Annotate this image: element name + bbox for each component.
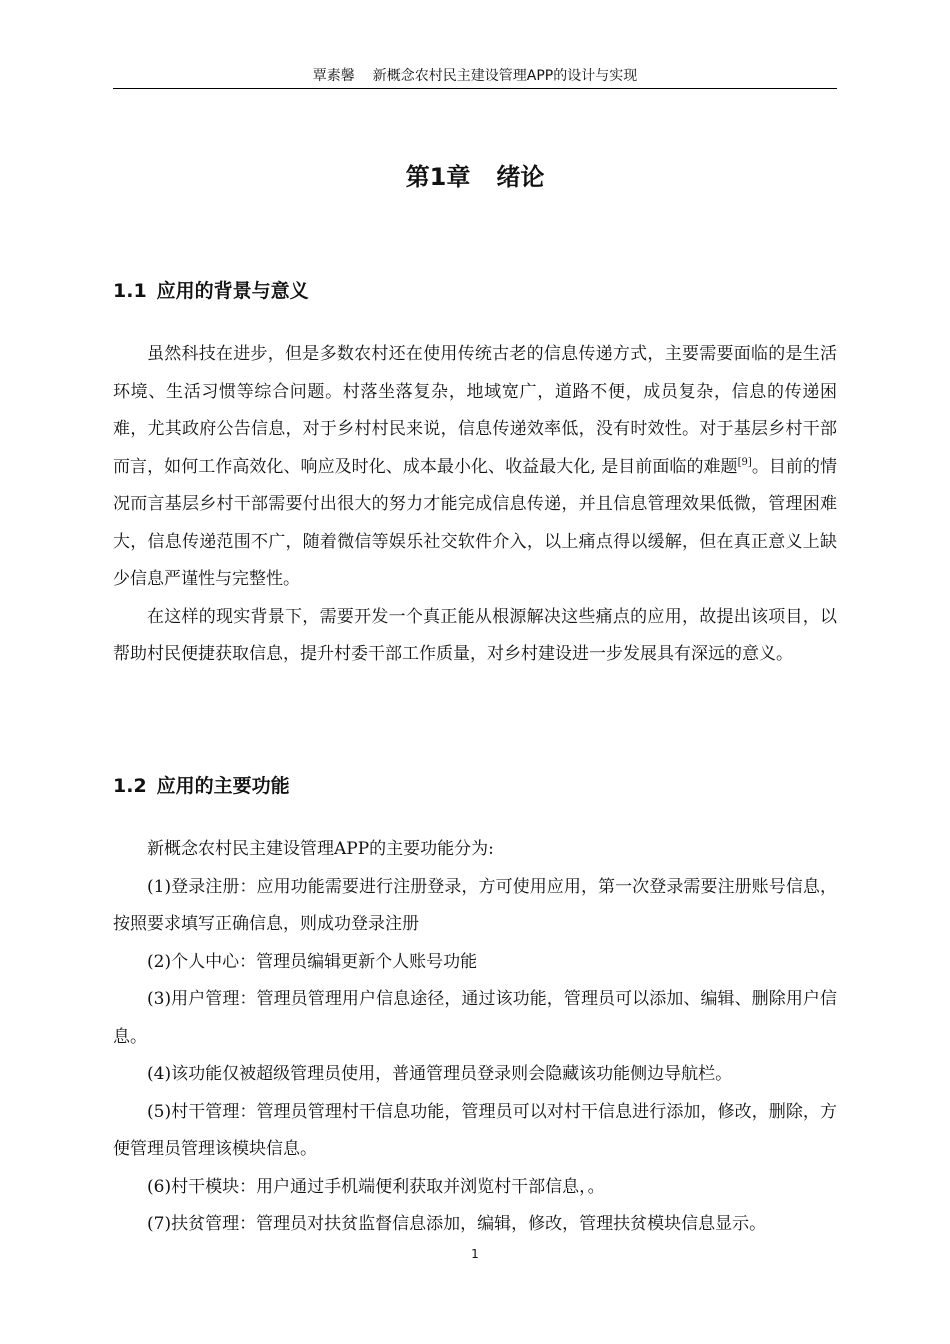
chapter-title	[113, 160, 837, 194]
section-1-1-body	[113, 336, 837, 674]
chapter-number: 第1章	[405, 163, 471, 191]
list-item: (7)扶贫管理：管理员对扶贫监督信息添加，编辑，修改，管理扶贫模块信息显示。	[147, 1214, 767, 1234]
section-title-text: 应用的背景与意义	[156, 280, 309, 302]
list-item: (5)村干管理：管理员管理村干信息功能，管理员可以对村干信息进行添加，修改，删除，方便管理员管理该模块信息。	[113, 1101, 837, 1159]
list-item: (2)个人中心：管理员编辑更新个人账号功能	[147, 951, 478, 972]
paragraph-text: 。目前的情况而言基层乡村干部需要付出很大的努力才能完成信息传递，并且信息管理效果低微，管理困难大，信息传递范围不广，随着微信等娱乐社交软件介入，以上痛点得以缓解，但在真正意义上缺少信息严谨性与完整性。	[113, 456, 838, 589]
paragraph-text: 虽然科技在进步，但是多数农村还在使用传统古老的信息传递方式，主要需要面临的是生活环境、生活习惯等综合问题。村落坐落复杂，地域宽广，道路不便，成员复杂，信息的传递困难，尤其政府公告信息，对于乡村村民来说，信息传递效率低，没有时效性。对于基层乡村干部而言，如何工作高效化、响应及时化、成本最小化、收益最大化, 是目前面临的难题	[113, 344, 837, 477]
list-item: (1)登录注册：应用功能需要进行注册登录，方可使用应用，第一次登录需要注册账号信息，按照要求填写正确信息，则成功登录注册	[113, 876, 837, 934]
section-1-2-body	[113, 831, 837, 1244]
list-item: (6)村干模块：用户通过手机端便利获取并浏览村干部信息，。	[147, 1176, 605, 1197]
header-title: 新概念农村民主建设管理APP的设计与实现	[372, 68, 638, 84]
list-item: (3)用户管理：管理员管理用户信息途径，通过该功能，管理员可以添加、编辑、删除用户信息。	[113, 989, 837, 1047]
chapter-name: 绪论	[496, 163, 545, 191]
section-number: 1.2	[113, 775, 147, 797]
section-heading-1-1	[113, 277, 309, 305]
section-title-text: 应用的主要功能	[156, 775, 290, 797]
page-number: 1	[471, 1247, 479, 1261]
citation-ref: [9]	[737, 456, 752, 468]
page-header	[113, 66, 837, 89]
list-item: (4)该功能仅被超级管理员使用，普通管理员登录则会隐藏该功能侧边导航栏。	[147, 1064, 733, 1084]
paragraph: 新概念农村民主建设管理APP的主要功能分为:	[147, 839, 494, 859]
section-heading-1-2	[113, 772, 290, 800]
paragraph	[113, 336, 837, 599]
header-author: 覃素馨	[312, 68, 355, 84]
section-number: 1.1	[113, 280, 147, 302]
paragraph: 在这样的现实背景下，需要开发一个真正能从根源解决这些痛点的应用，故提出该项目，以帮助村民便捷获取信息，提升村委干部工作质量，对乡村建设进一步发展具有深远的意义。	[113, 606, 837, 664]
